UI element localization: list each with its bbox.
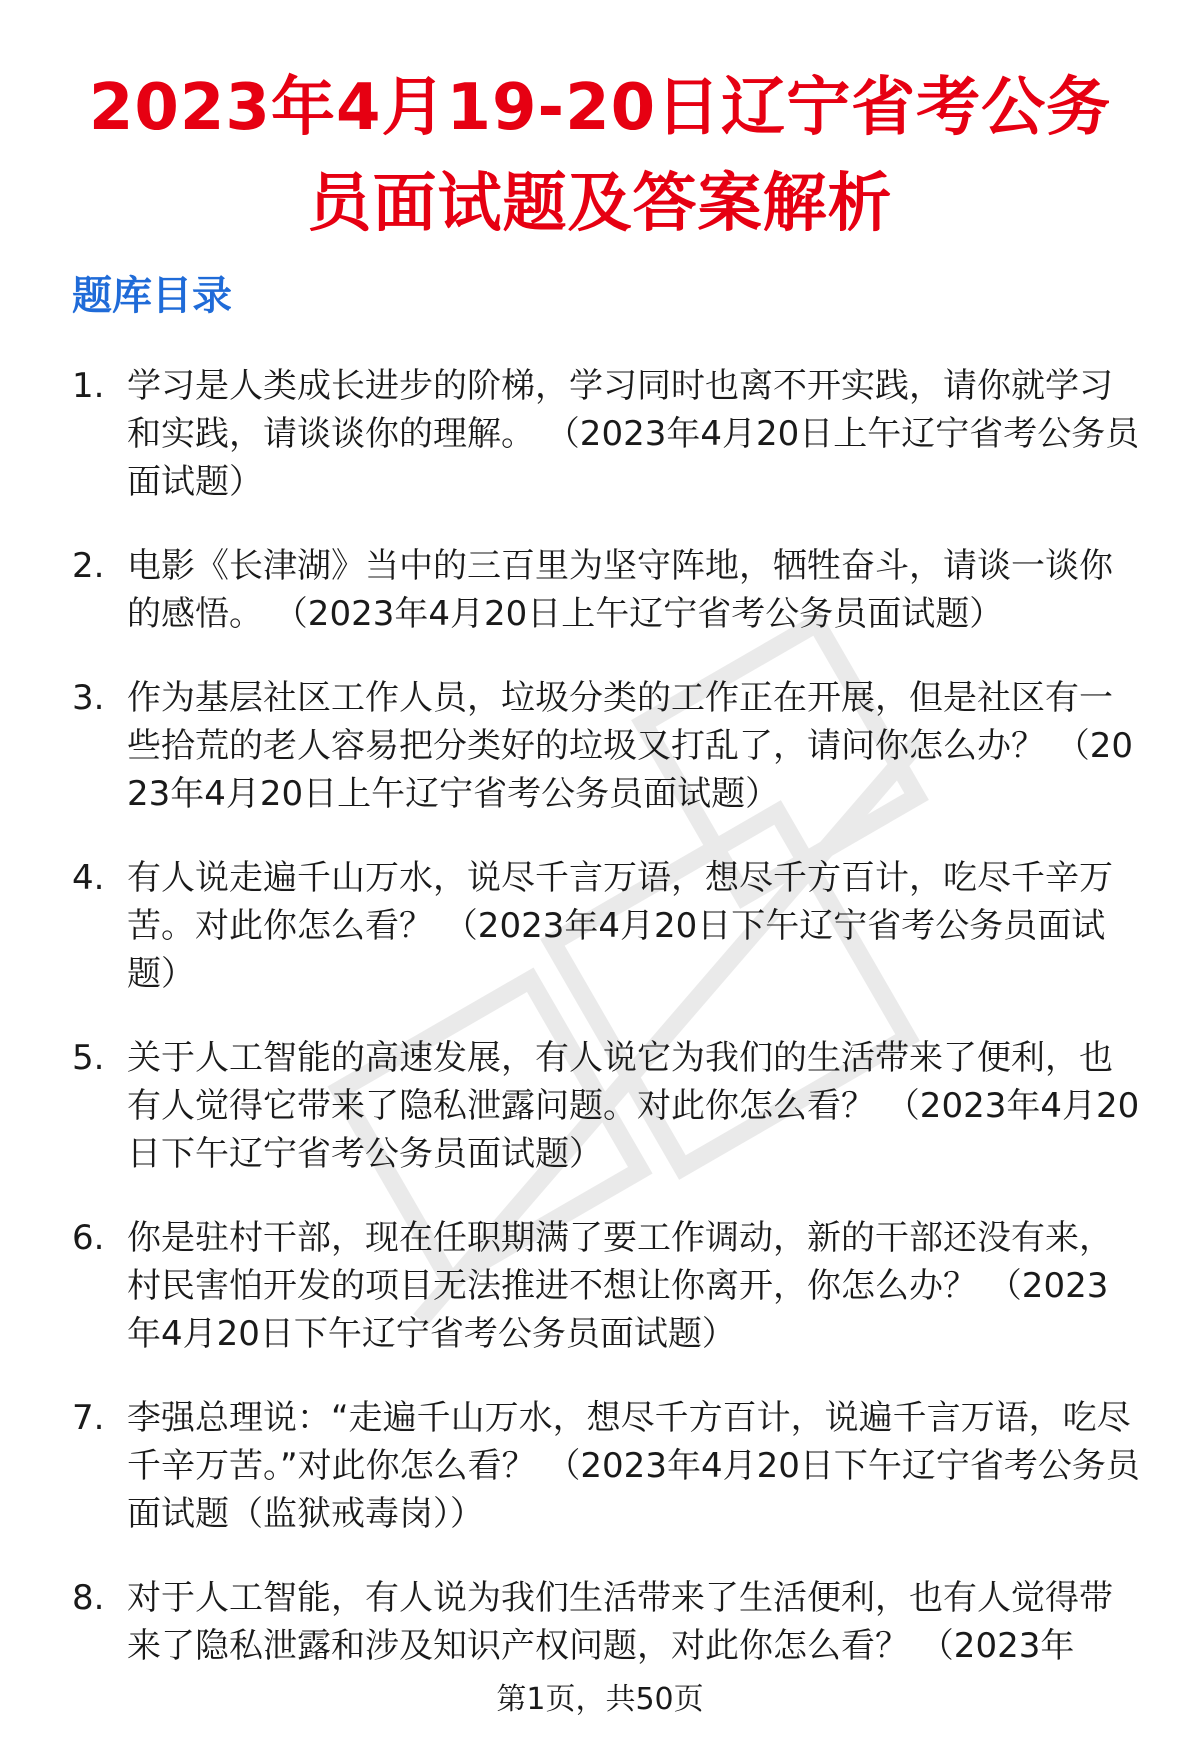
question-item-4[interactable]: [72, 854, 1142, 998]
question-number: 8.: [72, 1578, 105, 1618]
question-list: [72, 362, 1142, 1706]
section-heading: 题库目录: [72, 273, 232, 319]
document-title: [60, 60, 1140, 252]
question-text: 有人说走遍千山万水，说尽千言万语，想尽千方百计，吃尽千辛万苦。对此你怎么看？ （2023年4月20日下午辽宁省考公务员面试题）: [127, 858, 1113, 994]
question-number: 1.: [72, 366, 105, 406]
question-item-1[interactable]: [72, 362, 1142, 506]
question-item-6[interactable]: [72, 1214, 1142, 1358]
question-number: 2.: [72, 546, 105, 586]
question-text: 学习是人类成长进步的阶梯，学习同时也离不开实践，请你就学习和实践，请谈谈你的理解。 （2023年4月20日上午辽宁省考公务员面试题）: [127, 366, 1140, 502]
question-number: 3.: [72, 678, 105, 718]
title-line-2: 员面试题及答案解析: [307, 167, 893, 241]
question-text: 对于人工智能，有人说为我们生活带来了生活便利，也有人觉得带来了隐私泄露和涉及知识产权问题，对此你怎么看？ （2023年: [127, 1578, 1113, 1666]
question-text: 作为基层社区工作人员，垃圾分类的工作正在开展，但是社区有一些拾荒的老人容易把分类好的垃圾又打乱了，请问你怎么办？ （2023年4月20日上午辽宁省考公务员面试题）: [127, 678, 1134, 814]
question-number: 5.: [72, 1038, 105, 1078]
question-number: 7.: [72, 1398, 105, 1438]
question-text: 李强总理说：“走遍千山万水，想尽千方百计，说遍千言万语，吃尽千辛万苦。”对此你怎么看？ （2023年4月20日下午辽宁省考公务员面试题（监狱戒毒岗））: [127, 1398, 1140, 1534]
question-number: 4.: [72, 858, 105, 898]
question-text: 关于人工智能的高速发展，有人说它为我们的生活带来了便利，也有人觉得它带来了隐私泄露问题。对此你怎么看？ （2023年4月20日下午辽宁省考公务员面试题）: [127, 1038, 1140, 1174]
question-item-5[interactable]: [72, 1034, 1142, 1178]
question-item-3[interactable]: [72, 674, 1142, 818]
question-item-8[interactable]: [72, 1574, 1142, 1670]
title-line-1: 2023年4月19-20日辽宁省考公务: [88, 71, 1112, 145]
question-number: 6.: [72, 1218, 105, 1258]
question-item-2[interactable]: [72, 542, 1142, 638]
question-text: 电影《长津湖》当中的三百里为坚守阵地，牺牲奋斗，请谈一谈你的感悟。 （2023年4月20日上午辽宁省考公务员面试题）: [127, 546, 1113, 634]
page-footer: 第1页，共50页: [496, 1682, 704, 1717]
question-text: 你是驻村干部，现在任职期满了要工作调动，新的干部还没有来，村民害怕开发的项目无法推进不想让你离开，你怎么办？ （2023年4月20日下午辽宁省考公务员面试题）: [127, 1218, 1113, 1354]
question-item-7[interactable]: [72, 1394, 1142, 1538]
